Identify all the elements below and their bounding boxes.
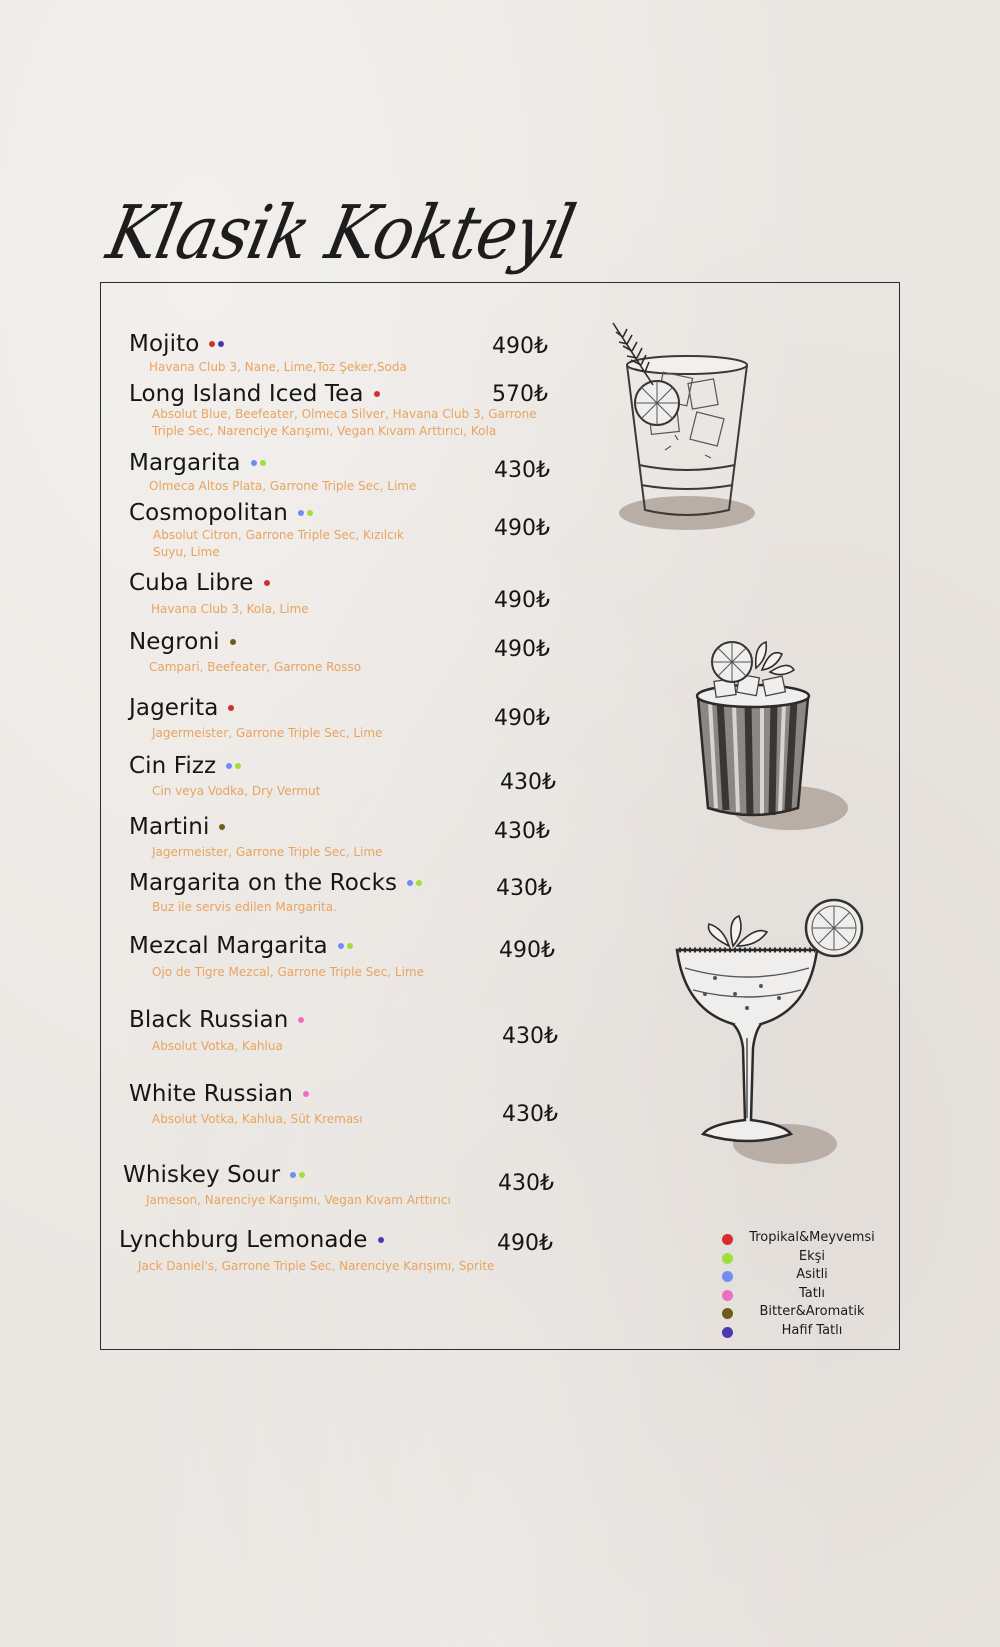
flavor-dot-eksi [299, 1172, 305, 1178]
cocktail-price: 490₺ [494, 706, 550, 731]
legend-label: Asitli [796, 1267, 828, 1283]
flavor-dot-asitli [251, 460, 257, 466]
cocktail-ingredients: Jameson, Narenciye Karışımı, Vegan Kıvam Arttırıcı [146, 1193, 451, 1207]
legend-row [718, 1286, 888, 1304]
legend-label: Tatlı [798, 1285, 826, 1301]
copper-mug-illustration [690, 640, 860, 840]
flavor-dot-tropikal [228, 705, 234, 711]
legend-label: Tropikal&Meyvemsi [749, 1230, 875, 1245]
cocktail-name: Lynchburg Lemonade [119, 1227, 368, 1253]
cocktail-price: 490₺ [494, 637, 550, 662]
cocktail-name: Jagerita [129, 695, 219, 721]
legend-dot-tropikal [722, 1234, 733, 1245]
cocktail-price: 430₺ [502, 1024, 558, 1049]
flavor-dot-tropikal [374, 391, 380, 397]
menu-item-name-row [129, 872, 422, 895]
flavor-dot-asitli [338, 943, 344, 949]
cocktail-ingredients: Campari, Beefeater, Garrone Rosso [149, 660, 362, 674]
legend-label: Ekşi [798, 1248, 826, 1264]
cocktail-ingredients: Absolut Votka, Kahlua [152, 1039, 283, 1053]
flavor-dots [371, 386, 380, 405]
cocktail-price: 430₺ [500, 770, 556, 795]
flavor-dot-eksi [307, 510, 313, 516]
flavor-dot-eksi [260, 460, 266, 466]
menu-item-name-row [129, 572, 270, 595]
cocktail-price: 490₺ [494, 588, 550, 613]
legend-dot-asitli [722, 1271, 733, 1282]
flavor-dot-asitli [407, 880, 413, 886]
cocktail-price: 490₺ [499, 938, 555, 963]
menu-item-name-row [123, 1164, 305, 1187]
flavor-dots [287, 1167, 305, 1186]
cocktail-name: Cuba Libre [129, 570, 254, 596]
cocktail-name: Negroni [129, 629, 220, 655]
flavor-dot-tropikal [209, 341, 215, 347]
flavor-dots [404, 875, 422, 894]
cocktail-name: Martini [129, 814, 210, 840]
legend-dot-bitter [722, 1308, 733, 1319]
menu-item-name-row [129, 452, 266, 475]
flavor-dot-hafif [218, 341, 224, 347]
cocktail-ingredients: Triple Sec, Narenciye Karışımı, Vegan Kıvam Arttırıcı, Kola [152, 424, 497, 438]
flavor-dot-hafif [378, 1237, 384, 1243]
flavor-dot-tatli [303, 1091, 309, 1097]
flavor-dots [300, 1086, 309, 1105]
flavor-dots [295, 505, 313, 524]
menu-item-name-row [129, 816, 225, 839]
flavor-dot-tatli [298, 1017, 304, 1023]
cocktail-ingredients: Jagermeister, Garrone Triple Sec, Lime [152, 845, 383, 859]
flavor-dots [223, 758, 241, 777]
cocktail-price: 570₺ [492, 382, 548, 407]
cocktail-price: 430₺ [498, 1171, 554, 1196]
flavor-dot-tropikal [264, 580, 270, 586]
cocktail-ingredients: Havana Club 3, Nane, Lime,Toz Şeker,Soda [149, 360, 407, 374]
flavor-dot-bitter [230, 639, 236, 645]
cocktail-ingredients: Jack Daniel's, Garrone Triple Sec, Narenciye Karışımı, Sprite [138, 1259, 495, 1273]
cocktail-price: 430₺ [496, 876, 552, 901]
flavor-dots [335, 938, 353, 957]
legend-row [718, 1323, 888, 1341]
cocktail-name: Cin Fizz [129, 753, 217, 779]
flavor-dot-asitli [226, 763, 232, 769]
flavor-dot-eksi [235, 763, 241, 769]
legend-row [718, 1230, 888, 1248]
cocktail-price: 430₺ [502, 1102, 558, 1127]
flavor-dots [248, 455, 266, 474]
menu-item-name-row [119, 1229, 384, 1252]
menu-item-name-row [129, 333, 224, 356]
flavor-dots [216, 819, 225, 838]
menu-item-name-row [129, 697, 234, 720]
cocktail-price: 490₺ [494, 516, 550, 541]
menu-item-name-row [129, 935, 353, 958]
menu-item-name-row [129, 502, 313, 525]
menu-item-name-row [129, 631, 236, 654]
margarita-glass-illustration [675, 898, 875, 1168]
menu-title: Klasik Kokteyl [100, 189, 582, 276]
flavor-dot-bitter [219, 824, 225, 830]
legend-dot-eksi [722, 1253, 733, 1264]
flavor-dot-eksi [347, 943, 353, 949]
cocktail-ingredients: Havana Club 3, Kola, Lime [151, 602, 309, 616]
flavor-dots [375, 1232, 384, 1251]
cocktail-name: White Russian [129, 1081, 294, 1107]
flavor-dots [295, 1012, 304, 1031]
flavor-dots [261, 575, 270, 594]
cocktail-name: Long Island Iced Tea [129, 381, 364, 407]
legend-row [718, 1267, 888, 1285]
cocktail-price: 490₺ [492, 334, 548, 359]
menu-item-name-row [129, 755, 241, 778]
rocks-glass-illustration [605, 315, 785, 535]
cocktail-ingredients: Absolut Citron, Garrone Triple Sec, Kızılcık [153, 528, 404, 542]
menu-item-name-row [129, 1083, 309, 1106]
cocktail-name: Margarita on the Rocks [129, 870, 398, 896]
legend-label: Hafif Tatlı [781, 1323, 843, 1338]
cocktail-ingredients: Absolut Votka, Kahlua, Süt Kreması [152, 1112, 363, 1126]
cocktail-name: Whiskey Sour [123, 1162, 281, 1188]
flavor-dot-eksi [416, 880, 422, 886]
cocktail-name: Margarita [129, 450, 241, 476]
legend-dot-tatli [722, 1290, 733, 1301]
cocktail-name: Cosmopolitan [129, 500, 288, 526]
cocktail-ingredients: Olmeca Altos Plata, Garrone Triple Sec, Lime [149, 479, 417, 493]
cocktail-ingredients: Jagermeister, Garrone Triple Sec, Lime [152, 726, 383, 740]
legend-dot-hafif [722, 1327, 733, 1338]
cocktail-price: 430₺ [494, 819, 550, 844]
flavor-dots [225, 700, 234, 719]
flavor-dot-asitli [290, 1172, 296, 1178]
flavor-dot-asitli [298, 510, 304, 516]
cocktail-ingredients: Ojo de Tigre Mezcal, Garrone Triple Sec, Lime [152, 965, 424, 979]
legend-row [718, 1304, 888, 1322]
cocktail-ingredients: Suyu, Lime [153, 545, 220, 559]
legend-row [718, 1249, 888, 1267]
cocktail-name: Mojito [129, 331, 200, 357]
cocktail-name: Black Russian [129, 1007, 289, 1033]
cocktail-ingredients: Absolut Blue, Beefeater, Olmeca Silver, Havana Club 3, Garrone [152, 407, 537, 421]
menu-item-name-row [129, 383, 380, 406]
legend-label: Bitter&Aromatik [759, 1304, 865, 1320]
flavor-dots [206, 336, 224, 355]
cocktail-price: 490₺ [497, 1231, 553, 1256]
cocktail-ingredients: Cin veya Vodka, Dry Vermut [152, 784, 321, 798]
cocktail-ingredients: Buz ile servis edilen Margarita. [152, 900, 337, 914]
flavor-dots [227, 634, 236, 653]
cocktail-price: 430₺ [494, 458, 550, 483]
menu-item-name-row [129, 1009, 304, 1032]
cocktail-name: Mezcal Margarita [129, 933, 328, 959]
